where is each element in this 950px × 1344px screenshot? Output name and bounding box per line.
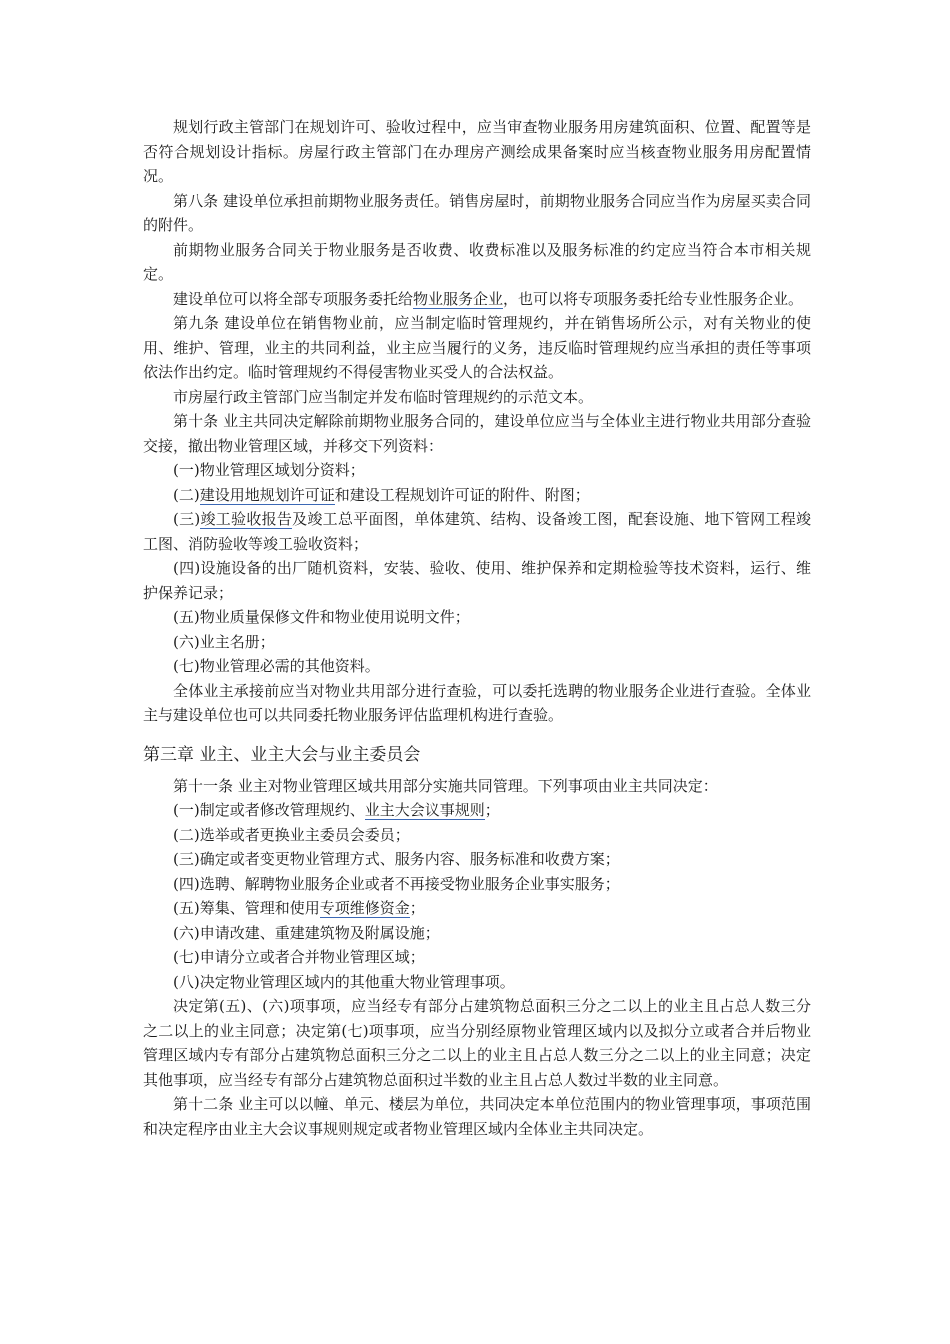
article-11: 第十一条 业主对物业管理区域共用部分实施共同管理。下列事项由业主共同决定： (173, 776, 718, 795)
article-10: 第十条 业主共同决定解除前期物业服务合同的，建设单位应当与全体业主进行物业共用部分查验交接，撤出物业管理区域，并移交下列资料： (143, 412, 811, 455)
list-item (143, 507, 811, 556)
text: (一)制定或者修改管理规约、 (173, 801, 365, 819)
list-item: (八)决定物业管理区域内的其他重大物业管理事项。 (173, 972, 515, 991)
list-item: (一)物业管理区域划分资料； (173, 461, 365, 479)
paragraph: 规划行政主管部门在规划许可、验收过程中，应当审查物业服务用房建筑面积、位置、配置等是否符合规划设计指标。房屋行政主管部门在办理房产测绘成果备案时应当核查物业服务用房配置情况。 (143, 118, 811, 185)
article-9: 第九条 建设单位在销售物业前，应当制定临时管理规约，并在销售场所公示，对有关物业的使用、维护、管理，业主的共同利益，业主应当履行的义务，违反临时管理规约应当承担的责任等事项依法作出约定。临时管理规约不得侵害物业买受人的合法权益。 (143, 314, 811, 381)
list-item: (五)物业质量保修文件和物业使用说明文件； (173, 608, 470, 626)
text: 建设单位可以将全部专项服务委托给 (173, 289, 414, 308)
list-item: (四)设施设备的出厂随机资料，安装、验收、使用、维护保养和定期检验等技术资料，运行、维护保养记录； (143, 559, 811, 602)
list-item: (七)物业管理必需的其他资料。 (173, 657, 380, 675)
text: ，也可以将专项服务委托给专业性服务企业。 (503, 289, 804, 308)
property-service-company-link[interactable]: 物业服务企业 (413, 289, 504, 308)
text: 及竣工总平面图，单体建筑、结构、设备竣工图，配套设施、地下管网工程竣工图、消防验收等竣工验收资料； (143, 510, 811, 553)
paragraph: 全体业主承接前应当对物业共用部分进行查验，可以委托选聘的物业服务企业进行查验。全体业主与建设单位也可以共同委托物业服务评估监理机构进行查验。 (143, 681, 811, 724)
chapter-heading: 第三章 业主、业主大会与业主委员会 (143, 744, 421, 765)
list-item (143, 483, 811, 508)
text: 和建设工程规划许可证的附件、附图； (334, 485, 590, 504)
document-page (143, 115, 811, 1141)
paragraph: 决定第(五)、(六)项事项，应当经专有部分占建筑物总面积三分之二以上的业主且占总人数三分之二以上的业主同意；决定第(七)项事项，应当分别经原物业管理区域内以及拟分立或者合并后物业管理区域内专有部分占建筑物总面积三分之二以上的业主且占总人数三分之二以上的业主同意；决定其他事项，应当经专有部分占建筑物总面积过半数的业主且占总人数过半数的业主同意。 (143, 997, 811, 1089)
text: ； (409, 899, 425, 917)
article-8: 第八条 建设单位承担前期物业服务责任。销售房屋时，前期物业服务合同应当作为房屋买卖合同的附件。 (143, 191, 811, 234)
paragraph: 市房屋行政主管部门应当制定并发布临时管理规约的示范文本。 (173, 387, 594, 406)
text: (三) (173, 510, 201, 528)
list-item: (七)申请分立或者合并物业管理区域； (173, 948, 425, 966)
text: ； (484, 801, 500, 819)
list-item (143, 798, 811, 823)
paragraph: 前期物业服务合同关于物业服务是否收费、收费标准以及服务标准的约定应当符合本市相关规定。 (143, 240, 811, 283)
list-item: (四)选聘、解聘物业服务企业或者不再接受物业服务企业事实服务； (173, 874, 620, 893)
list-item (143, 896, 811, 921)
completion-acceptance-report-link[interactable]: 竣工验收报告 (200, 510, 293, 528)
list-item: (六)申请改建、重建建筑物及附属设施； (173, 923, 440, 942)
special-maintenance-fund-link[interactable]: 专项维修资金 (319, 899, 410, 917)
list-item: (二)选举或者更换业主委员会委员； (173, 825, 410, 844)
list-item: (六)业主名册； (173, 632, 275, 651)
paragraph-delegate (143, 287, 811, 312)
owners-assembly-rules-link[interactable]: 业主大会议事规则 (364, 801, 485, 819)
article-12: 第十二条 业主可以以幢、单元、楼层为单位，共同决定本单位范围内的物业管理事项，事项范围和决定程序由业主大会议事规则规定或者物业管理区域内全体业主共同决定。 (143, 1095, 811, 1138)
text: (五)筹集、管理和使用 (173, 899, 320, 917)
land-use-planning-permit-link[interactable]: 建设用地规划许可证 (199, 485, 335, 504)
text: (二) (173, 485, 200, 504)
list-item: (三)确定或者变更物业管理方式、服务内容、服务标准和收费方案； (173, 850, 620, 868)
